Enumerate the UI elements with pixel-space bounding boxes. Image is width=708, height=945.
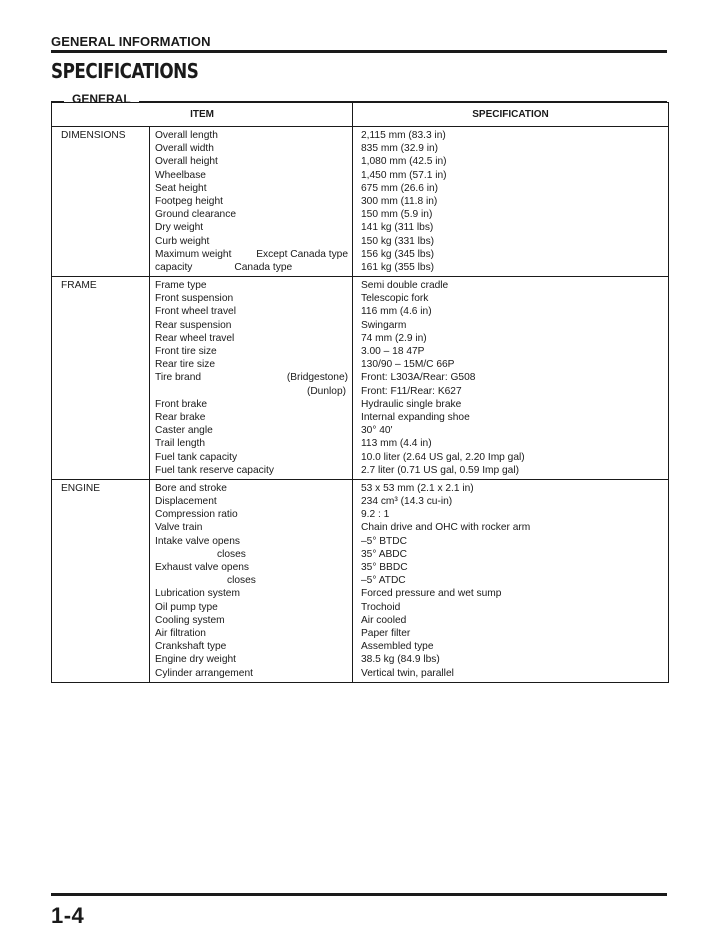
page-title: SPECIFICATIONS bbox=[51, 59, 199, 83]
spec-value: 9.2 : 1 bbox=[361, 509, 390, 521]
item-label: Displacement bbox=[155, 496, 217, 508]
category-engine: ENGINE bbox=[52, 479, 150, 682]
engine-items bbox=[150, 479, 353, 682]
item-label: Air filtration bbox=[155, 627, 206, 639]
item-label: Ground clearance bbox=[155, 209, 236, 221]
item-label: Compression ratio bbox=[155, 509, 238, 521]
item-sublabel: Canada type bbox=[234, 261, 293, 273]
item-label: Overall height bbox=[155, 156, 218, 168]
spec-value: Assembled type bbox=[361, 641, 434, 653]
spec-value: 38.5 kg (84.9 lbs) bbox=[361, 654, 440, 666]
spec-value: 3.00 – 18 47P bbox=[361, 346, 425, 357]
item-label: Trail length bbox=[155, 438, 206, 450]
header-rule bbox=[51, 50, 667, 53]
footer-rule bbox=[51, 893, 667, 896]
item-sublabel: (Bridgestone) bbox=[286, 372, 349, 384]
spec-value: Trochoid bbox=[361, 601, 401, 613]
item-label: Fuel tank reserve capacity bbox=[155, 464, 274, 476]
spec-value: Forced pressure and wet sump bbox=[361, 588, 502, 600]
table-row-dimensions bbox=[52, 127, 669, 277]
spec-value: Telescopic fork bbox=[361, 293, 429, 305]
spec-value: 2.7 liter (0.71 US gal, 0.59 Imp gal) bbox=[361, 464, 520, 476]
item-label: Caster angle bbox=[155, 425, 213, 437]
spec-value: 113 mm (4.4 in) bbox=[361, 438, 432, 450]
spec-value: Chain drive and OHC with rocker arm bbox=[361, 522, 531, 534]
spec-value: 2,115 mm (83.3 in) bbox=[361, 130, 446, 141]
spec-value: 141 kg (311 lbs) bbox=[361, 222, 434, 234]
spec-value: 130/90 – 15M/C 66P bbox=[361, 359, 455, 371]
item-label: Front suspension bbox=[155, 293, 234, 305]
spec-value: 234 cm³ (14.3 cu-in) bbox=[361, 496, 453, 508]
item-label: Frame type bbox=[155, 280, 207, 292]
item-label: Tire brand bbox=[155, 372, 202, 384]
item-label: Bore and stroke bbox=[155, 482, 227, 494]
spec-value: Front: L303A/Rear: G508 bbox=[361, 372, 476, 384]
capacity-line bbox=[155, 261, 352, 274]
tire-brand-line bbox=[155, 371, 352, 384]
engine-specs bbox=[353, 479, 669, 682]
item-sublabel: (Dunlop) bbox=[306, 385, 347, 397]
spec-value: Air cooled bbox=[361, 614, 407, 626]
item-label: Crankshaft type bbox=[155, 641, 227, 653]
item-label: Front tire size bbox=[155, 346, 217, 357]
item-label: Front wheel travel bbox=[155, 306, 236, 318]
spec-value: 835 mm (32.9 in) bbox=[361, 143, 439, 155]
spec-value: 30° 40' bbox=[361, 425, 393, 437]
item-label: Rear suspension bbox=[155, 319, 232, 331]
item-label: Rear wheel travel bbox=[155, 332, 235, 344]
item-label: Cylinder arrangement bbox=[155, 667, 253, 679]
item-label: Curb weight bbox=[155, 235, 210, 247]
dimensions-specs bbox=[353, 127, 669, 277]
item-label: Wheelbase bbox=[155, 169, 206, 181]
spec-value: –5° BTDC bbox=[361, 535, 407, 547]
spec-value: 1,450 mm (57.1 in) bbox=[361, 169, 447, 181]
frame-specs bbox=[353, 277, 669, 480]
table-header-row bbox=[52, 103, 669, 127]
item-sublabel: Except Canada type bbox=[256, 248, 349, 260]
spec-value: Internal expanding shoe bbox=[361, 411, 470, 423]
spec-value: 150 kg (331 lbs) bbox=[361, 235, 435, 247]
item-label: Oil pump type bbox=[155, 601, 218, 613]
item-label: Dry weight bbox=[155, 222, 204, 234]
group-label: GENERAL bbox=[64, 92, 139, 106]
item-label: Cooling system bbox=[155, 614, 225, 626]
spec-value: 161 kg (355 lbs) bbox=[361, 261, 435, 273]
item-label: Overall length bbox=[155, 130, 218, 141]
item-label: Rear tire size bbox=[155, 359, 216, 371]
spec-value: 74 mm (2.9 in) bbox=[361, 332, 427, 344]
item-label: Overall width bbox=[155, 143, 214, 155]
item-label: Engine dry weight bbox=[155, 654, 236, 666]
item-label: Lubrication system bbox=[155, 588, 240, 600]
spec-value: Semi double cradle bbox=[361, 280, 449, 292]
table-row-engine bbox=[52, 479, 669, 682]
specifications-table bbox=[51, 102, 669, 683]
item-label: Exhaust valve opens bbox=[155, 562, 250, 573]
item-label: Valve train bbox=[155, 522, 203, 534]
item-label: Maximum weight bbox=[155, 248, 232, 260]
spec-value: 156 kg (345 lbs) bbox=[361, 248, 435, 260]
item-label: Rear brake bbox=[155, 411, 206, 423]
item-column-header: ITEM bbox=[52, 103, 353, 127]
item-label: Fuel tank capacity bbox=[155, 451, 238, 463]
spec-value: 150 mm (5.9 in) bbox=[361, 209, 433, 221]
item-label: capacity bbox=[155, 261, 193, 273]
item-label: Front brake bbox=[155, 398, 208, 410]
item-sublabel: closes bbox=[217, 548, 246, 560]
spec-value: 53 x 53 mm (2.1 x 2.1 in) bbox=[361, 482, 474, 494]
category-frame: FRAME bbox=[52, 277, 150, 480]
spec-value: 300 mm (11.8 in) bbox=[361, 195, 438, 207]
spec-value: Swingarm bbox=[361, 319, 407, 331]
spec-value: Hydraulic single brake bbox=[361, 398, 462, 410]
spec-value: 116 mm (4.6 in) bbox=[361, 306, 432, 318]
item-label: Intake valve opens bbox=[155, 535, 240, 547]
table-row-frame bbox=[52, 277, 669, 480]
spec-value: Vertical twin, parallel bbox=[361, 667, 454, 679]
item-sublabel: closes bbox=[227, 575, 256, 587]
dimensions-items bbox=[150, 127, 353, 277]
item-label: Footpeg height bbox=[155, 195, 223, 207]
page-number: 1-4 bbox=[51, 903, 85, 928]
spec-value: 35° ABDC bbox=[361, 548, 407, 560]
spec-value: 10.0 liter (2.64 US gal, 2.20 Imp gal) bbox=[361, 451, 525, 463]
section-header-title: GENERAL INFORMATION bbox=[51, 34, 211, 49]
spec-value: Front: F11/Rear: K627 bbox=[361, 385, 462, 397]
frame-items bbox=[150, 277, 353, 480]
spec-value: 675 mm (26.6 in) bbox=[361, 182, 439, 194]
spec-value: 1,080 mm (42.5 in) bbox=[361, 156, 447, 168]
max-weight-line bbox=[155, 248, 352, 261]
category-dimensions: DIMENSIONS bbox=[52, 127, 150, 277]
spec-value: 35° BBDC bbox=[361, 562, 408, 573]
item-label: Seat height bbox=[155, 182, 207, 194]
spec-column-header: SPECIFICATION bbox=[353, 103, 669, 127]
spec-value: Paper filter bbox=[361, 627, 411, 639]
spec-value: –5° ATDC bbox=[361, 575, 406, 587]
